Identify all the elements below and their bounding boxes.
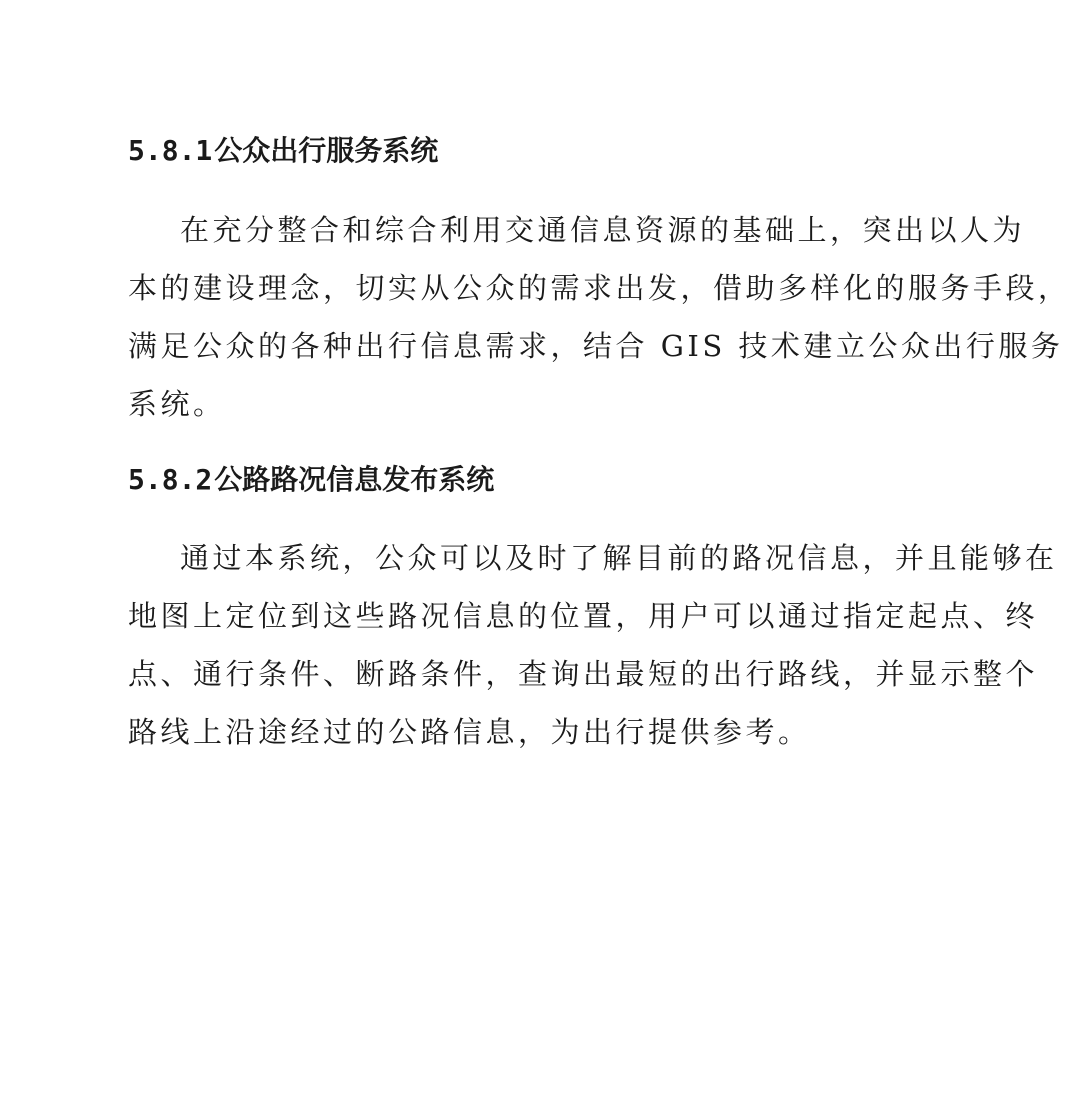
paragraph-line: 地图上定位到这些路况信息的位置，用户可以通过指定起点、终 bbox=[128, 599, 1039, 633]
paragraph-line: 路线上沿途经过的公路信息，为出行提供参考。 bbox=[128, 715, 811, 749]
section-number: 5.8.1 bbox=[128, 134, 213, 167]
paragraph-line: 本的建设理念，切实从公众的需求出发，借助多样化的服务手段， bbox=[128, 271, 1071, 305]
section-paragraph bbox=[128, 201, 1071, 433]
section-title: 公路路况信息发布系统 bbox=[214, 463, 495, 496]
section-paragraph bbox=[128, 529, 1058, 761]
paragraph-line: 在充分整合和综合利用交通信息资源的基础上，突出以人为 bbox=[180, 213, 1026, 247]
paragraph-line: 系统。 bbox=[128, 387, 226, 421]
section-number: 5.8.2 bbox=[128, 463, 213, 496]
section-heading bbox=[128, 131, 438, 171]
paragraph-line: 满足公众的各种出行信息需求，结合 GIS 技术建立公众出行服务 bbox=[128, 329, 1064, 363]
paragraph-line: 点、通行条件、断路条件，查询出最短的出行路线，并显示整个 bbox=[128, 657, 1039, 691]
paragraph-line: 通过本系统，公众可以及时了解目前的路况信息，并且能够在 bbox=[180, 541, 1058, 575]
section-heading bbox=[128, 460, 494, 500]
section-title: 公众出行服务系统 bbox=[214, 134, 439, 167]
